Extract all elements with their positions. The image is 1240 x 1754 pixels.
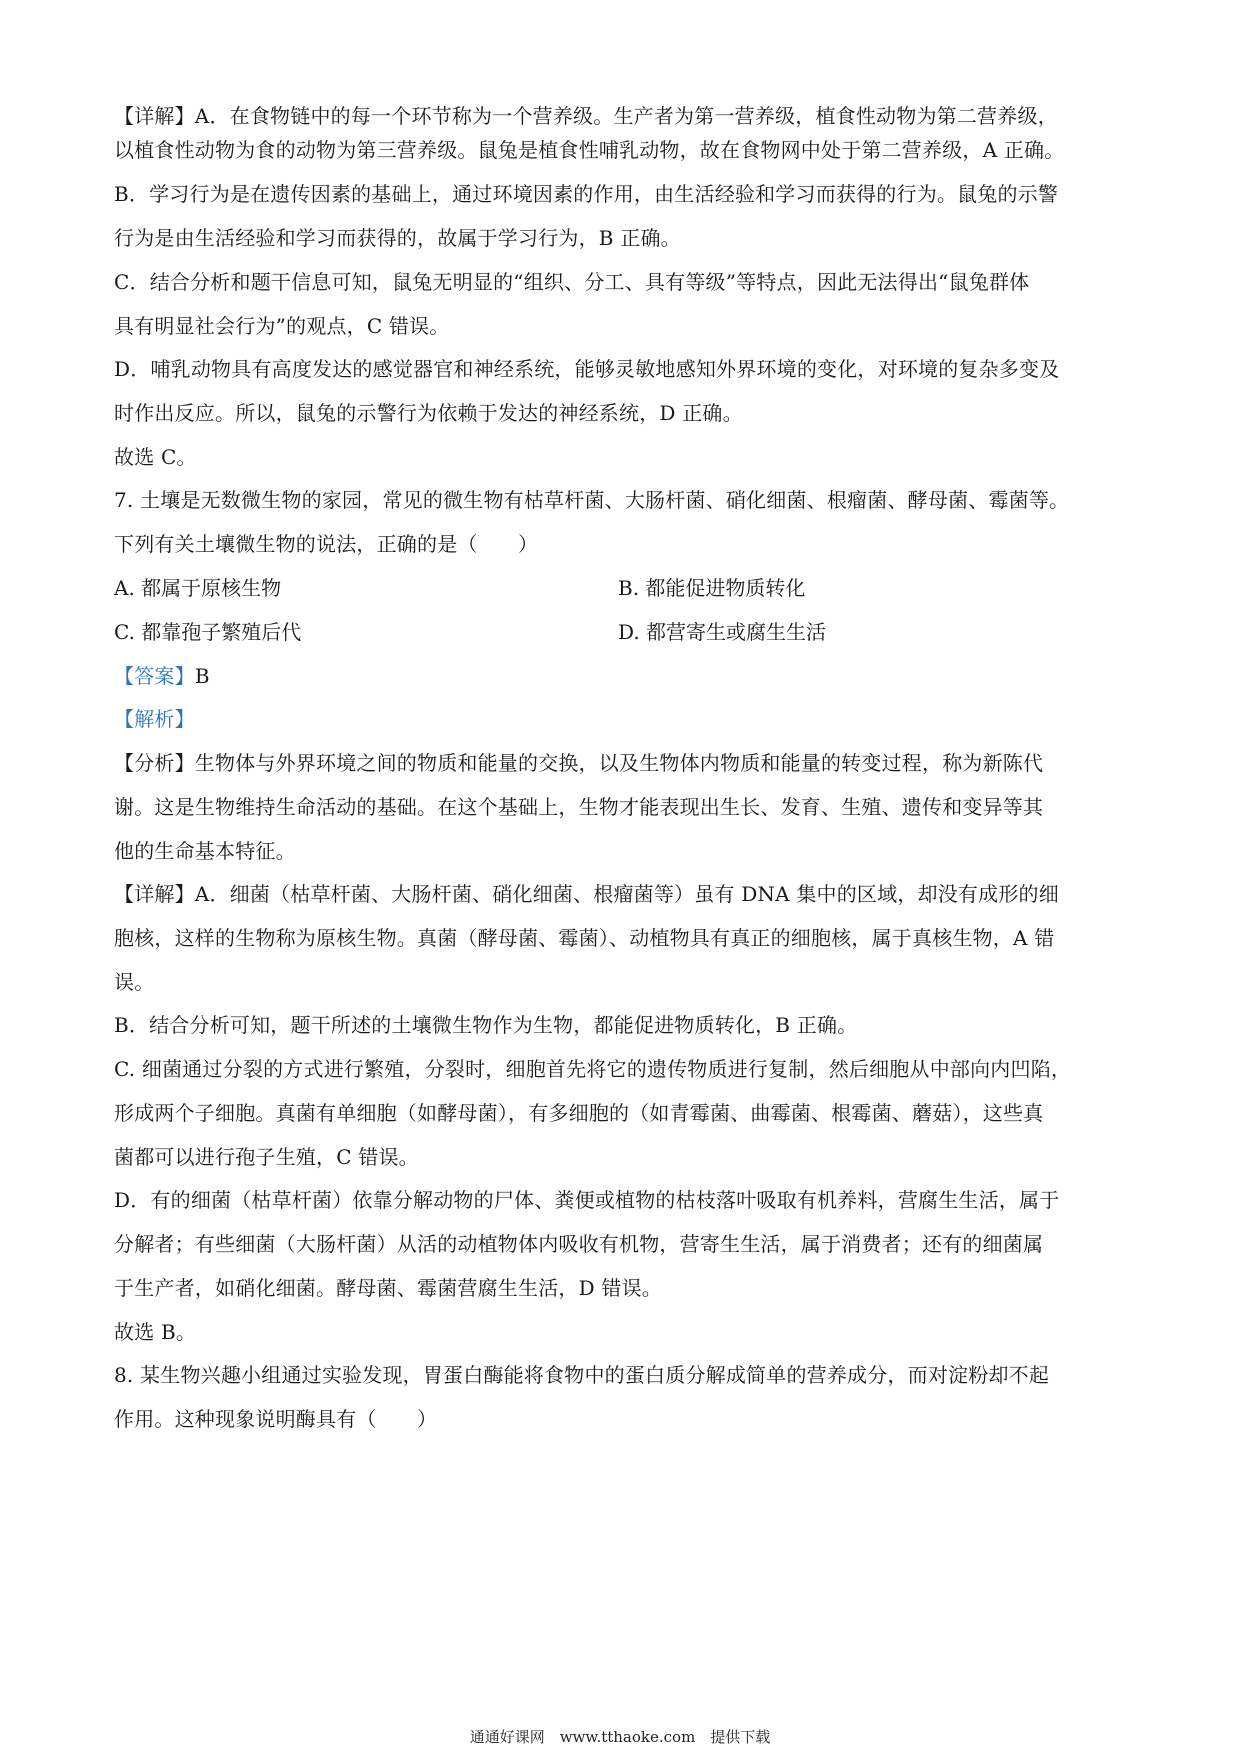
answer-label: 【答案】 bbox=[114, 664, 195, 688]
choice-conclusion: 故选 C。 bbox=[114, 445, 197, 469]
answer-value: B bbox=[194, 664, 210, 688]
option-d: D. 都营寄生或腐生生活 bbox=[618, 620, 827, 644]
explain-line-a: 【详解】A．在食物链中的每一个环节称为一个营养级。生产者为第一营养级，植食性动物为第二营养级， bbox=[114, 104, 1058, 128]
detail-line-c: C. 细菌通过分裂的方式进行繁殖，分裂时，细胞首先将它的遗传物质进行复制，然后细胞从中部向内凹陷， bbox=[114, 1057, 1072, 1081]
detail-line-d-end: 于生产者，如硝化细菌。酵母菌、霉菌营腐生生活，D 错误。 bbox=[114, 1276, 662, 1300]
detail-line-a-cont: 胞核，这样的生物称为原核生物。真菌（酵母菌、霉菌）、动植物具有真正的细胞核，属于真核生物，A 错 bbox=[114, 926, 1055, 950]
question-7-stem-cont: 下列有关土壤微生物的说法，正确的是（ ） bbox=[114, 532, 539, 556]
detail-line-a: 【详解】A．细菌（枯草杆菌、大肠杆菌、硝化细菌、根瘤菌等）虽有 DNA 集中的区域，却没有成形的细 bbox=[114, 882, 1059, 906]
analysis-line-3: 他的生命基本特征。 bbox=[114, 839, 296, 863]
option-c: C. 都靠孢子繁殖后代 bbox=[114, 620, 302, 644]
detail-line-c-end: 菌都可以进行孢子生殖，C 错误。 bbox=[114, 1145, 419, 1169]
explain-line-d-cont: 时作出反应。所以，鼠兔的示警行为依赖于发达的神经系统，D 正确。 bbox=[114, 401, 743, 425]
analysis-label: 【解析】 bbox=[114, 707, 195, 731]
option-a: A. 都属于原核生物 bbox=[114, 576, 282, 600]
question-8-stem-cont: 作用。这种现象说明酶具有（ ） bbox=[114, 1407, 438, 1431]
footer-watermark: 通通好课网 www.tthaoke.com 提供下载 bbox=[469, 1728, 771, 1746]
detail-line-b: B．结合分析可知，题干所述的土壤微生物作为生物，都能促进物质转化，B 正确。 bbox=[114, 1013, 858, 1037]
analysis-line-2: 谢。这是生物维持生命活动的基础。在这个基础上，生物才能表现出生长、发育、生殖、遗传和变异等其 bbox=[114, 795, 1044, 819]
choice-conclusion-2: 故选 B。 bbox=[114, 1320, 197, 1344]
explain-line-b-cont: 行为是由生活经验和学习而获得的，故属于学习行为，B 正确。 bbox=[114, 226, 681, 250]
explain-line-d: D．哺乳动物具有高度发达的感觉器官和神经系统，能够灵敏地感知外界环境的变化，对环境的复杂多变及 bbox=[114, 357, 1060, 381]
option-b: B. 都能促进物质转化 bbox=[618, 576, 806, 600]
detail-line-d-cont: 分解者；有些细菌（大肠杆菌）从活的动植物体内吸收有机物，营寄生生活，属于消费者；还有的细菌属 bbox=[114, 1232, 1044, 1256]
question-8-stem: 8. 某生物兴趣小组通过实验发现，胃蛋白酶能将食物中的蛋白质分解成简单的营养成分，而对淀粉却不起 bbox=[114, 1363, 1050, 1387]
explain-line-c-cont: 具有明显社会行为”的观点，C 错误。 bbox=[114, 314, 450, 338]
analysis-line-1: 【分析】生物体与外界环境之间的物质和能量的交换，以及生物体内物质和能量的转变过程，称为新陈代 bbox=[114, 751, 1044, 775]
explain-line-a-cont: 以植食性动物为食的动物为第三营养级。鼠兔是植食性哺乳动物，故在食物网中处于第二营养级，A 正确。 bbox=[114, 138, 1065, 162]
detail-line-a-end: 误。 bbox=[114, 970, 155, 994]
explain-line-c: C．结合分析和题干信息可知，鼠兔无明显的“组织、分工、具有等级”等特点，因此无法得出“鼠兔群体 bbox=[114, 270, 1030, 294]
detail-line-d: D．有的细菌（枯草杆菌）依靠分解动物的尸体、粪便或植物的枯枝落叶吸取有机养料，营腐生生活，属于 bbox=[114, 1188, 1060, 1212]
answer-line bbox=[114, 663, 210, 689]
question-7-stem: 7. 土壤是无数微生物的家园，常见的微生物有枯草杆菌、大肠杆菌、硝化细菌、根瘤菌、酵母菌、霉菌等。 bbox=[114, 488, 1070, 512]
explain-line-b: B．学习行为是在遗传因素的基础上，通过环境因素的作用，由生活经验和学习而获得的行为。鼠兔的示警 bbox=[114, 182, 1059, 206]
detail-line-c-cont: 形成两个子细胞。真菌有单细胞（如酵母菌），有多细胞的（如青霉菌、曲霉菌、根霉菌、蘑菇），这些真 bbox=[114, 1101, 1044, 1125]
